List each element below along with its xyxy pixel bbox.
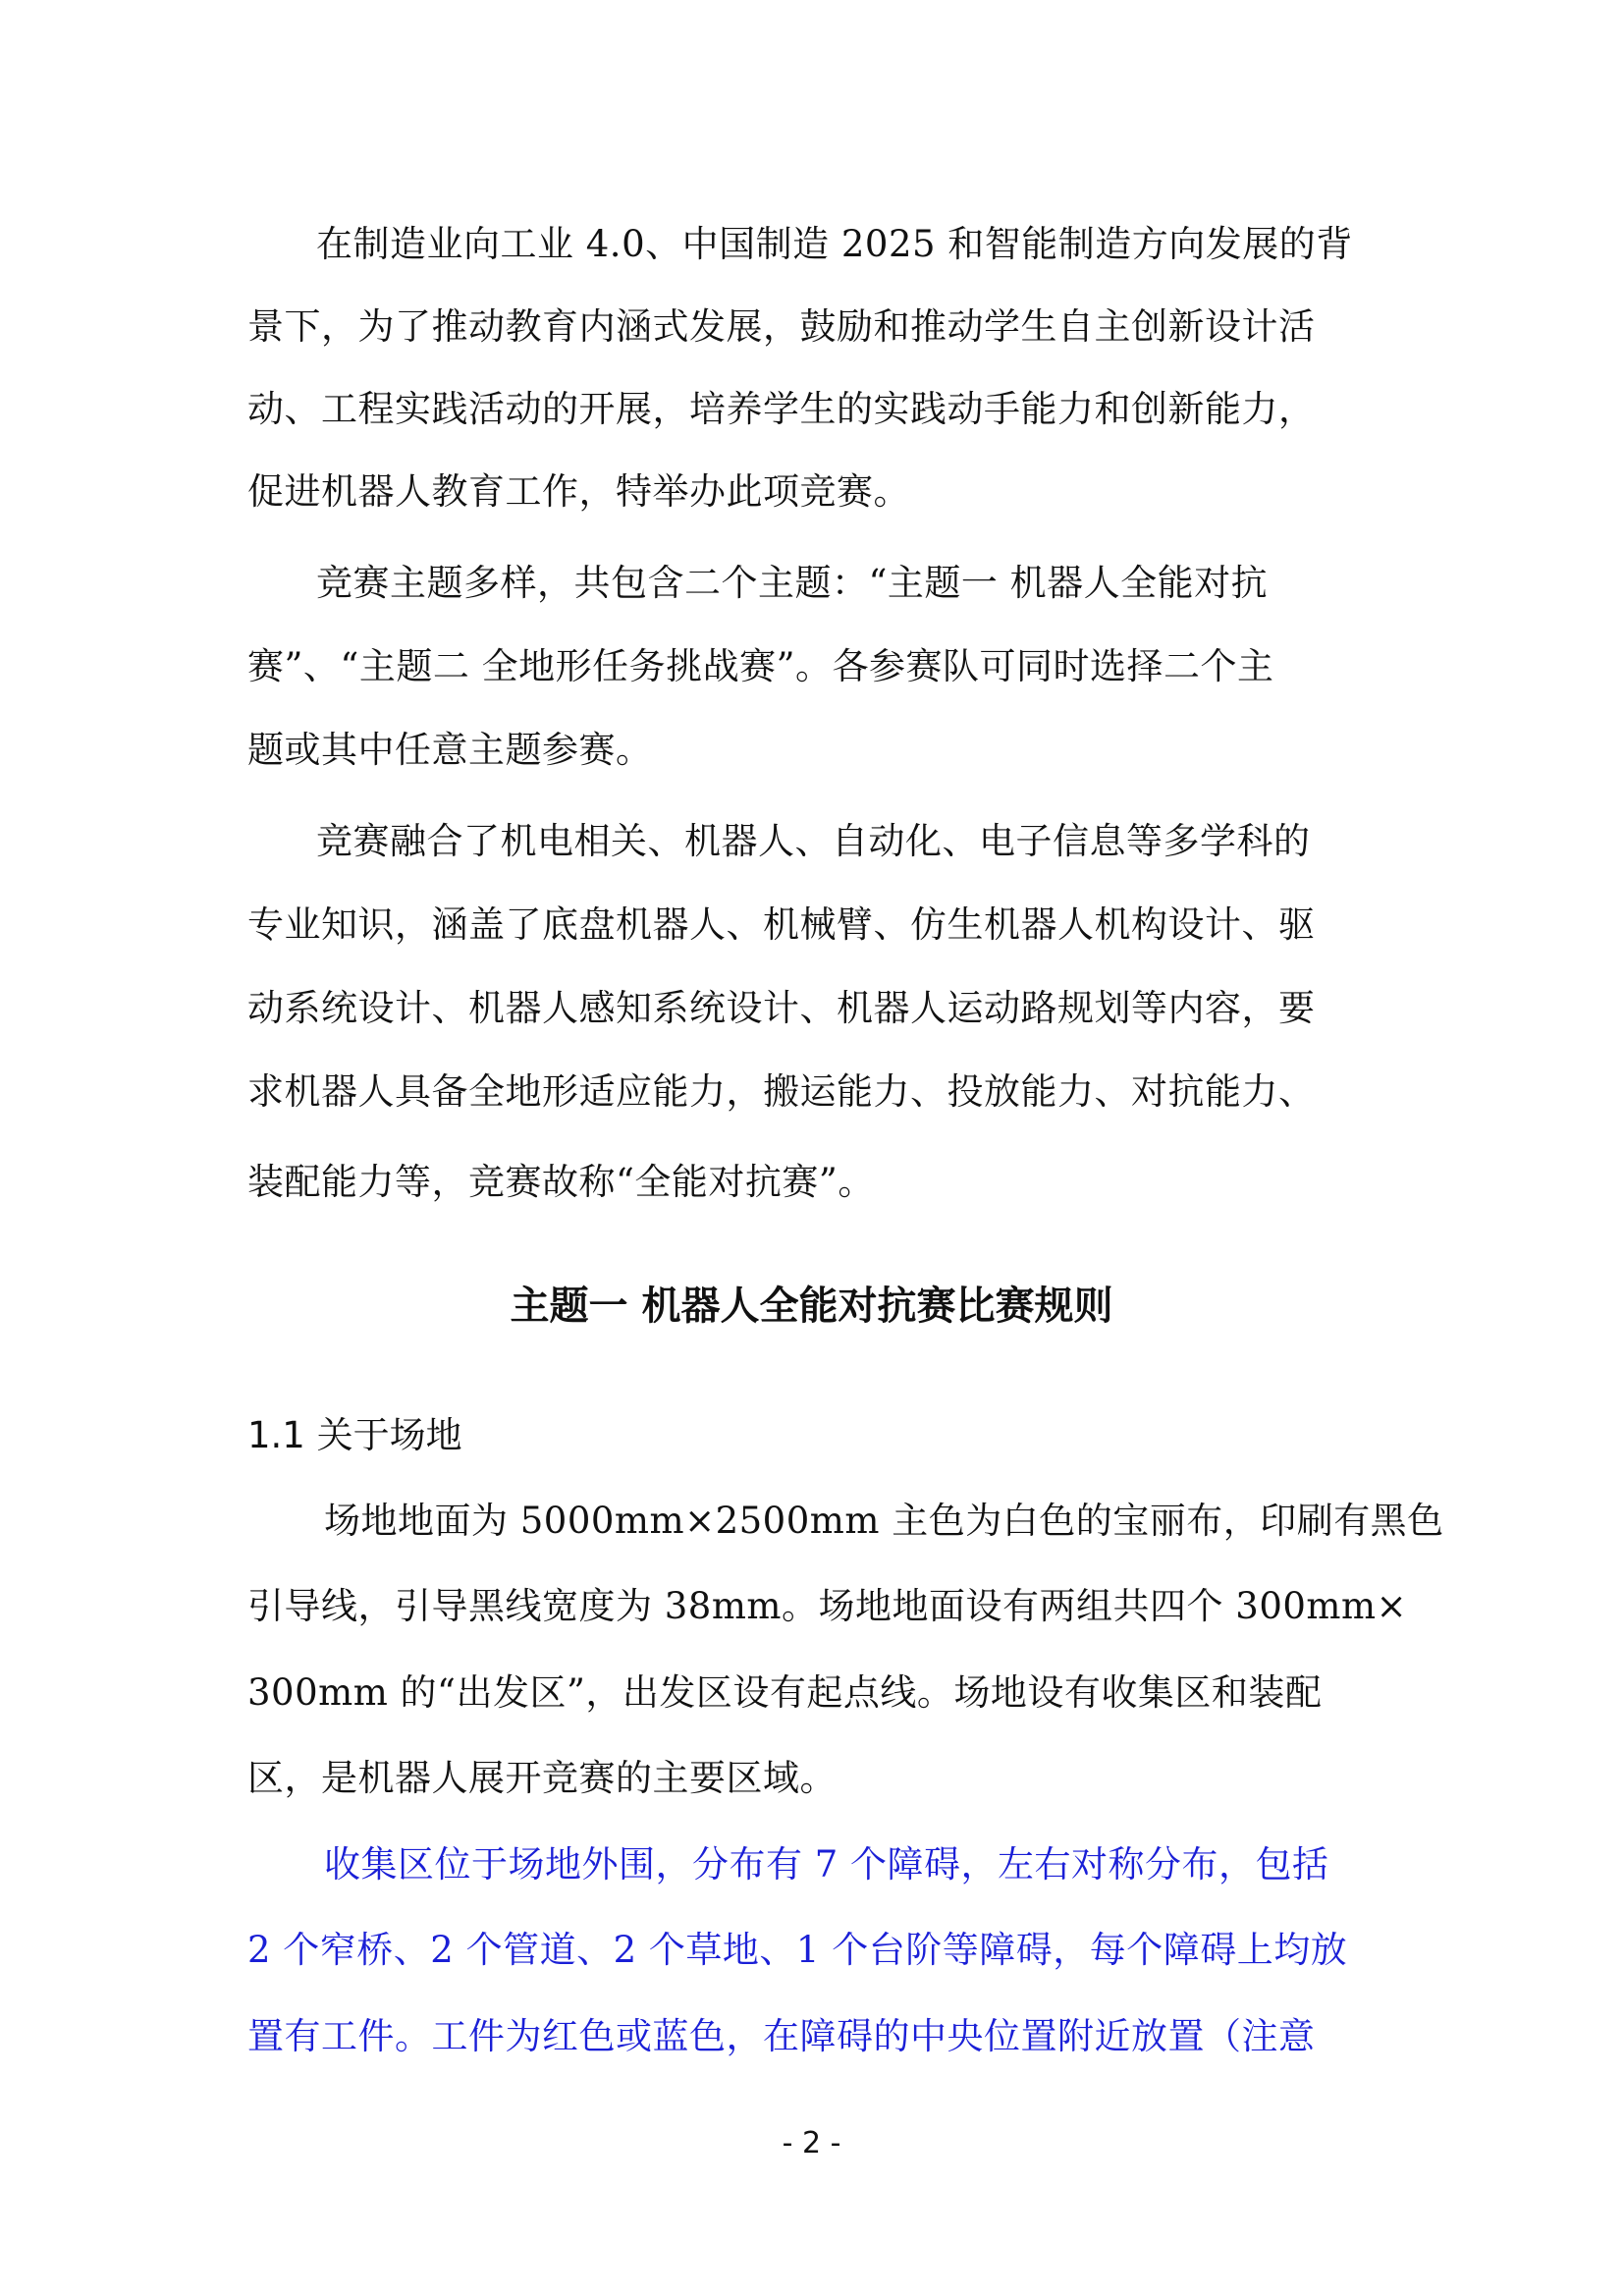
field-p1-line-3: 300mm 的“出发区”，出发区设有起点线。场地设有收集区和装配: [247, 1671, 1323, 1714]
page-number: - 2 -: [782, 2126, 841, 2160]
field-p2-line-3: 置有工件。工件为红色或蓝色，在障碍的中央位置附近放置（注意: [247, 2015, 1316, 2057]
intro-p1-line-2: 景下，为了推动教育内涵式发展，鼓励和推动学生自主创新设计活: [247, 305, 1316, 348]
intro-p2-line-2: 赛”、“主题二 全地形任务挑战赛”。各参赛队可同时选择二个主: [247, 645, 1274, 687]
intro-p1-line-3: 动、工程实践活动的开展，培养学生的实践动手能力和创新能力，: [247, 388, 1316, 430]
intro-p1-line-1: 在制造业向工业 4.0、中国制造 2025 和智能制造方向发展的背: [316, 223, 1353, 265]
section-title: 主题一 机器人全能对抗赛比赛规则: [510, 1284, 1113, 1329]
intro-p3-line-3: 动系统设计、机器人感知系统设计、机器人运动路规划等内容，要: [247, 987, 1316, 1029]
field-p1-line-2: 引导线，引导黑线宽度为 38mm。场地地面设有两组共四个 300mm×: [247, 1585, 1408, 1627]
field-p1-line-4: 区，是机器人展开竞赛的主要区域。: [247, 1757, 837, 1799]
intro-p1-line-4: 促进机器人教育工作，特举办此项竞赛。: [247, 470, 910, 513]
intro-p2-line-1: 竞赛主题多样，共包含二个主题：“主题一 机器人全能对抗: [316, 562, 1269, 604]
field-p2-line-1: 收集区位于场地外围，分布有 7 个障碍，左右对称分布，包括: [324, 1843, 1329, 1886]
intro-p2-line-3: 题或其中任意主题参赛。: [247, 729, 653, 771]
intro-p3-line-5: 装配能力等，竞赛故称“全能对抗赛”。: [247, 1161, 875, 1203]
field-p1-line-1: 场地地面为 5000mm×2500mm 主色为白色的宝丽布，印刷有黑色: [324, 1500, 1444, 1542]
intro-p3-line-2: 专业知识，涵盖了底盘机器人、机械臂、仿生机器人机构设计、驱: [247, 903, 1316, 946]
subsection-title: 1.1 关于场地: [247, 1414, 462, 1456]
intro-p3-line-1: 竞赛融合了机电相关、机器人、自动化、电子信息等多学科的: [316, 820, 1311, 862]
intro-p3-line-4: 求机器人具备全地形适应能力，搬运能力、投放能力、对抗能力、: [247, 1070, 1316, 1113]
field-p2-line-2: 2 个窄桥、2 个管道、2 个草地、1 个台阶等障碍，每个障碍上均放: [247, 1929, 1348, 1971]
